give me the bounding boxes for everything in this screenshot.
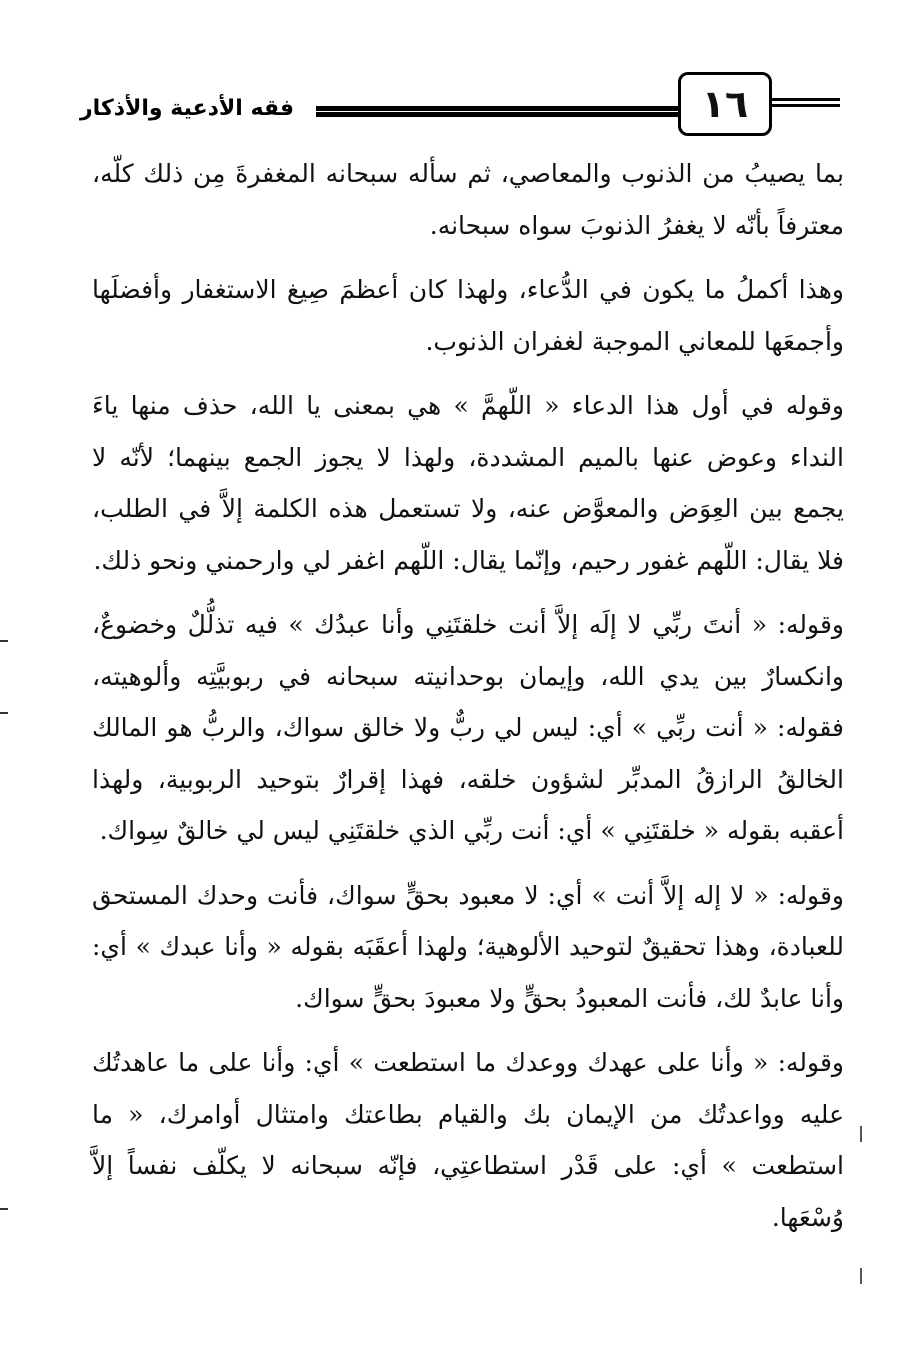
scan-mark: [0, 712, 8, 714]
scan-mark: [860, 1268, 862, 1284]
book-title: فقه الأدعية والأذكار: [80, 96, 295, 121]
paragraph-1: بما يصيبُ من الذنوب والمعاصي، ثم سأله سبحانه المغفرةَ مِن ذلك كلّه، معترفاً بأنّه لا يغفرُ الذنوبَ سواه سبحانه.: [92, 159, 844, 240]
scan-mark: [0, 640, 8, 642]
page-header: [80, 72, 840, 142]
paragraph-2: وهذا أكملُ ما يكون في الدُّعاء، ولهذا كان أعظمَ صِيغ الاستغفار وأفضلَها وأجمعَها للمعاني الموجبة لغفران الذنوب.: [92, 275, 844, 356]
scan-mark: [0, 1208, 8, 1210]
paragraph-4: وقوله: « أنتَ ربِّي لا إلَه إلاَّ أنت خلقتَنِي وأنا عبدُك » فيه تذلُّلٌ وخضوعٌ، وانكسارٌ بين يدي الله، وإيمان بوحدانيته سبحانه في ربوبيَّتِه وألوهيته، فقوله: « أنت ربِّي » أي: ليس لي ربٌّ ولا خالق سواك، والربُّ هو المالك الخالقُ الرازقُ المدبِّر لشؤون خلقه، فهذا إقرارٌ بتوحيد الربوبية، ولهذا أعقبه بقوله « خلقتَنِي » أي: أنت ربِّي الذي خلقتَنِي ليس لي خالقٌ سِواك.: [92, 610, 844, 845]
paragraph-6: وقوله: « وأنا على عهدك ووعدك ما استطعت » أي: وأنا على ما عاهدتُك عليه وواعدتُك من الإيمان بك والقيام بطاعتك وامتثال أوامرك، « ما استطعت » أي: على قَدْر استطاعتِي، فإنّه سبحانه لا يكلّف نفساً إلاَّ وُسْعَها.: [92, 1048, 844, 1232]
page-number: ١٦: [678, 72, 772, 136]
scan-mark: [860, 1126, 862, 1142]
paragraph-5: وقوله: « لا إله إلاَّ أنت » أي: لا معبود بحقٍّ سواك، فأنت وحدك المستحق للعبادة، وهذا تحقيقٌ لتوحيد الألوهية؛ ولهذا أعقَبَه بقوله « وأنا عبدك » أي: وأنا عابدٌ لك، فأنت المعبودُ بحقٍّ ولا معبودَ بحقٍّ سواك.: [92, 880, 844, 1013]
header-rule-right: [770, 98, 840, 101]
paragraph-3: وقوله في أول هذا الدعاء « اللّهمَّ » هي بمعنى يا الله، حذف منها ياءَ النداء وعوض عنها بالميم المشددة، ولهذا لا يجوز الجمع بينهما؛ لأنّه لا يجمع بين العِوَض والمعوَّض عنه، ولا تستعمل هذه الكلمة إلاَّ في الطلب، فلا يقال: اللّهم غفور رحيم، وإنّما يقال: اللّهم اغفر لي وارحمني ونحو ذلك.: [92, 391, 844, 575]
body-text: [92, 148, 844, 1256]
